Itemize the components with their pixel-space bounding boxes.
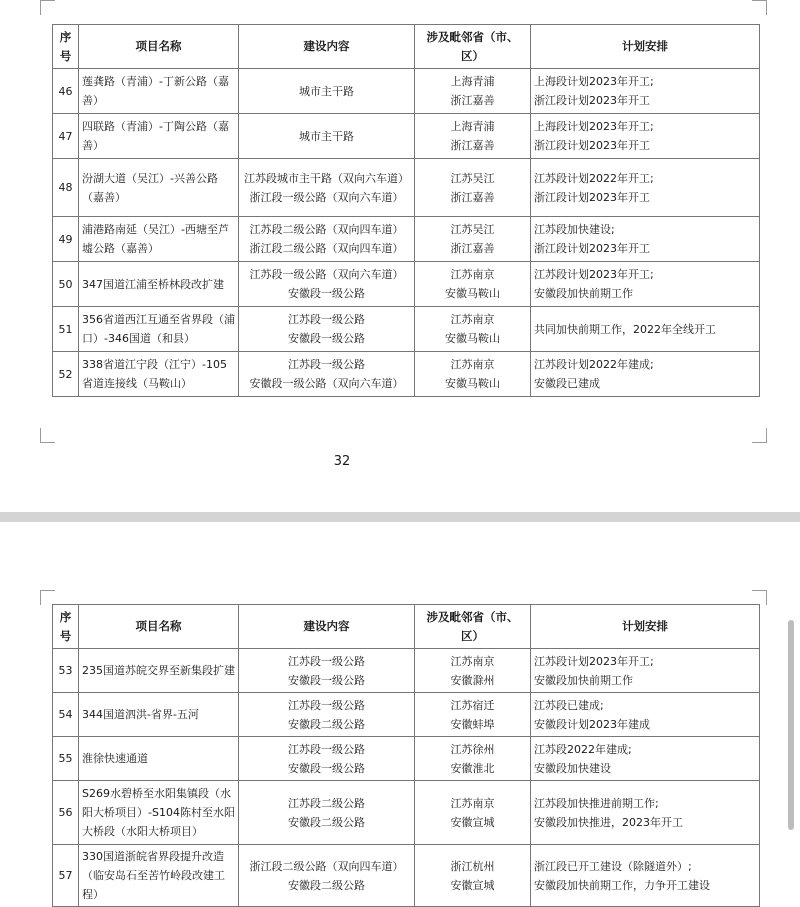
crop-mark [40,428,55,443]
region-line: 安徽马鞍山 [445,287,500,300]
content-line: 江苏段一级公路 [288,654,365,668]
content-line: 安徽段一级公路 [288,673,365,687]
column-header-plan: 计划安排 [531,25,760,69]
region-line: 上海青浦 [450,75,495,88]
adjacent-region [415,352,531,397]
column-header-plan: 计划安排 [531,605,760,649]
construction-content [239,69,415,114]
column-header-region: 涉及毗邻省（市、区） [415,25,531,69]
schedule-plan [531,845,760,907]
project-name [79,693,239,737]
construction-content [239,262,415,307]
plan-line: 江苏段加快推进前期工作; [534,796,659,810]
region-line: 江苏南京 [450,268,495,281]
row-number: 50 [53,262,79,307]
region-line: 浙江嘉善 [450,139,495,152]
project-name [79,737,239,781]
crop-mark [752,590,767,605]
project-name-text: 汾湖大道（吴江）-兴善公路（嘉善） [82,171,218,204]
table-row [53,69,760,114]
plan-line: 江苏段计划2023年开工; [534,268,654,281]
page-number: 32 [333,454,351,469]
construction-content [239,649,415,693]
adjacent-region [415,159,531,217]
plan-line: 安徽段已建成 [534,377,600,390]
region-line: 安徽马鞍山 [445,332,500,345]
project-name [79,69,239,114]
content-line: 城市主干路 [299,129,354,143]
project-name-text: 235国道苏皖交界至新集段扩建 [82,664,235,677]
content-line: 安徽段二级公路 [288,878,365,892]
region-line: 江苏吴江 [450,171,495,185]
schedule-plan [531,114,760,159]
region-line: 江苏宿迁 [450,698,495,712]
plan-line: 浙江段计划2023年开工 [534,139,650,152]
crop-mark [752,428,767,443]
row-number: 55 [53,737,79,781]
vertical-scrollbar[interactable] [788,620,794,830]
schedule-plan [531,217,760,262]
region-line: 上海青浦 [450,120,495,133]
column-header-index: 序号 [53,605,79,649]
plan-line: 浙江段计划2023年开工 [534,190,650,204]
region-line: 江苏南京 [450,313,495,326]
table-header-row [53,25,760,69]
construction-content [239,781,415,845]
content-line: 江苏段一级公路 [288,358,365,371]
content-line: 安徽段二级公路 [288,717,365,731]
document-page-two [0,522,800,901]
adjacent-region [415,114,531,159]
construction-content [239,114,415,159]
page-separator [0,512,800,522]
region-line: 浙江嘉善 [450,190,495,204]
content-line: 安徽段二级公路 [288,815,365,829]
content-line: 江苏段一级公路（双向六车道） [249,268,404,281]
adjacent-region [415,307,531,352]
plan-line: 安徽段加快建设 [534,761,611,775]
project-name [79,114,239,159]
schedule-plan [531,781,760,845]
row-number: 53 [53,649,79,693]
table-row [53,159,760,217]
table-row [53,307,760,352]
construction-content [239,845,415,907]
region-line: 安徽蚌埠 [450,717,495,731]
project-name [79,159,239,217]
project-table-page-two [52,604,760,907]
schedule-plan [531,352,760,397]
project-name [79,649,239,693]
construction-content [239,693,415,737]
adjacent-region [415,217,531,262]
plan-line: 上海段计划2023年开工; [534,75,654,88]
region-line: 江苏南京 [450,796,495,810]
row-number: 54 [53,693,79,737]
row-number: 57 [53,845,79,907]
adjacent-region [415,845,531,907]
content-line: 安徽段一级公路 [288,332,365,345]
content-line: 江苏段二级公路（双向四车道） [249,223,404,236]
adjacent-region [415,781,531,845]
project-name [79,217,239,262]
construction-content [239,217,415,262]
adjacent-region [415,262,531,307]
column-header-content: 建设内容 [239,25,415,69]
table-header-row [53,605,760,649]
row-number: 51 [53,307,79,352]
schedule-plan [531,262,760,307]
content-line: 浙江段二级公路（双向四车道） [249,859,404,873]
project-name-text: 莲龚路（青浦）-丁新公路（嘉善） [82,75,229,107]
plan-line: 上海段计划2023年开工; [534,120,654,133]
content-line: 安徽段一级公路 [288,761,365,775]
content-line: 江苏段一级公路 [288,742,365,756]
project-name-text: 344国道泗洪-省界-五河 [82,708,199,721]
plan-line: 安徽段加快前期工作 [534,287,633,300]
region-line: 安徽马鞍山 [445,377,500,390]
row-number: 47 [53,114,79,159]
region-line: 安徽滁州 [450,673,495,687]
plan-line: 江苏段计划2023年开工; [534,654,654,668]
content-line: 安徽段一级公路（双向六车道） [249,377,404,390]
row-number: 56 [53,781,79,845]
column-header-content: 建设内容 [239,605,415,649]
adjacent-region [415,693,531,737]
column-header-name: 项目名称 [79,605,239,649]
project-name [79,352,239,397]
construction-content [239,352,415,397]
plan-line: 浙江段计划2023年开工 [534,94,650,107]
project-name [79,781,239,845]
project-name-text: 330国道浙皖省界段提升改造（临安岛石至苦竹岭段改建工程） [82,850,225,901]
project-table-page-one [52,24,760,397]
row-number: 46 [53,69,79,114]
column-header-region: 涉及毗邻省（市、区） [415,605,531,649]
project-name-text: 浦港路南延（吴江）-西塘至芦墟公路（嘉善） [82,223,229,255]
table-row [53,781,760,845]
schedule-plan [531,649,760,693]
plan-line: 安徽段加快前期工作，力争开工建设 [534,878,710,892]
schedule-plan [531,159,760,217]
table-row [53,262,760,307]
plan-line: 共同加快前期工作，2022年全线开工 [534,322,716,336]
project-name-text: S269水碧桥至水阳集镇段（水阳大桥项目）-S104陈村至水阳大桥段（水阳大桥项目） [82,787,235,838]
construction-content [239,307,415,352]
table-row [53,217,760,262]
content-line: 城市主干路 [299,84,354,98]
plan-line: 江苏段计划2022年建成; [534,358,654,371]
region-line: 江苏南京 [450,654,495,668]
table-row [53,649,760,693]
project-name-text: 淮徐快速通道 [82,752,148,765]
crop-mark [40,590,55,605]
project-name [79,845,239,907]
adjacent-region [415,69,531,114]
plan-line: 安徽段加快推进，2023年开工 [534,815,683,829]
project-name-text: 356省道西江互通至省界段（浦口）-346国道（和县） [82,313,235,345]
project-name [79,307,239,352]
adjacent-region [415,737,531,781]
column-header-name: 项目名称 [79,25,239,69]
content-line: 江苏段一级公路 [288,313,365,326]
plan-line: 江苏段已建成; [534,698,604,712]
content-line: 江苏段二级公路 [288,796,365,810]
project-name-text: 338省道江宁段（江宁）-105省道连接线（马鞍山） [82,358,227,390]
crop-mark [40,0,55,15]
table-row [53,352,760,397]
adjacent-region [415,649,531,693]
project-name-text: 四联路（青浦）-丁陶公路（嘉善） [82,120,229,152]
project-name [79,262,239,307]
plan-line: 江苏段计划2022年开工; [534,171,654,185]
plan-line: 浙江段计划2023年开工 [534,242,650,255]
table-row [53,114,760,159]
region-line: 安徽宣城 [450,815,495,829]
content-line: 浙江段一级公路（双向六车道） [249,190,404,204]
schedule-plan [531,69,760,114]
region-line: 安徽淮北 [450,761,495,775]
row-number: 49 [53,217,79,262]
plan-line: 安徽段加快前期工作 [534,673,633,687]
plan-line: 浙江段已开工建设（除隧道外）; [534,859,692,873]
row-number: 48 [53,159,79,217]
construction-content [239,159,415,217]
table-row [53,737,760,781]
schedule-plan [531,693,760,737]
table-row [53,845,760,907]
region-line: 浙江嘉善 [450,242,495,255]
schedule-plan [531,737,760,781]
region-line: 江苏徐州 [450,742,495,756]
region-line: 江苏南京 [450,358,495,371]
plan-line: 江苏段加快建设; [534,223,615,236]
content-line: 安徽段一级公路 [288,287,365,300]
region-line: 浙江嘉善 [450,94,495,107]
construction-content [239,737,415,781]
plan-line: 江苏段2022年建成; [534,742,632,756]
region-line: 江苏吴江 [450,223,495,236]
crop-mark [752,0,767,15]
table-row [53,693,760,737]
content-line: 江苏段城市主干路（双向六车道） [244,171,409,185]
project-name-text: 347国道江浦至桥林段改扩建 [82,277,224,291]
content-line: 浙江段二级公路（双向四车道） [249,242,404,255]
region-line: 安徽宣城 [450,878,495,892]
schedule-plan [531,307,760,352]
plan-line: 安徽段计划2023年建成 [534,717,650,731]
region-line: 浙江杭州 [450,859,495,873]
column-header-index: 序号 [53,25,79,69]
content-line: 江苏段一级公路 [288,698,365,712]
row-number: 52 [53,352,79,397]
